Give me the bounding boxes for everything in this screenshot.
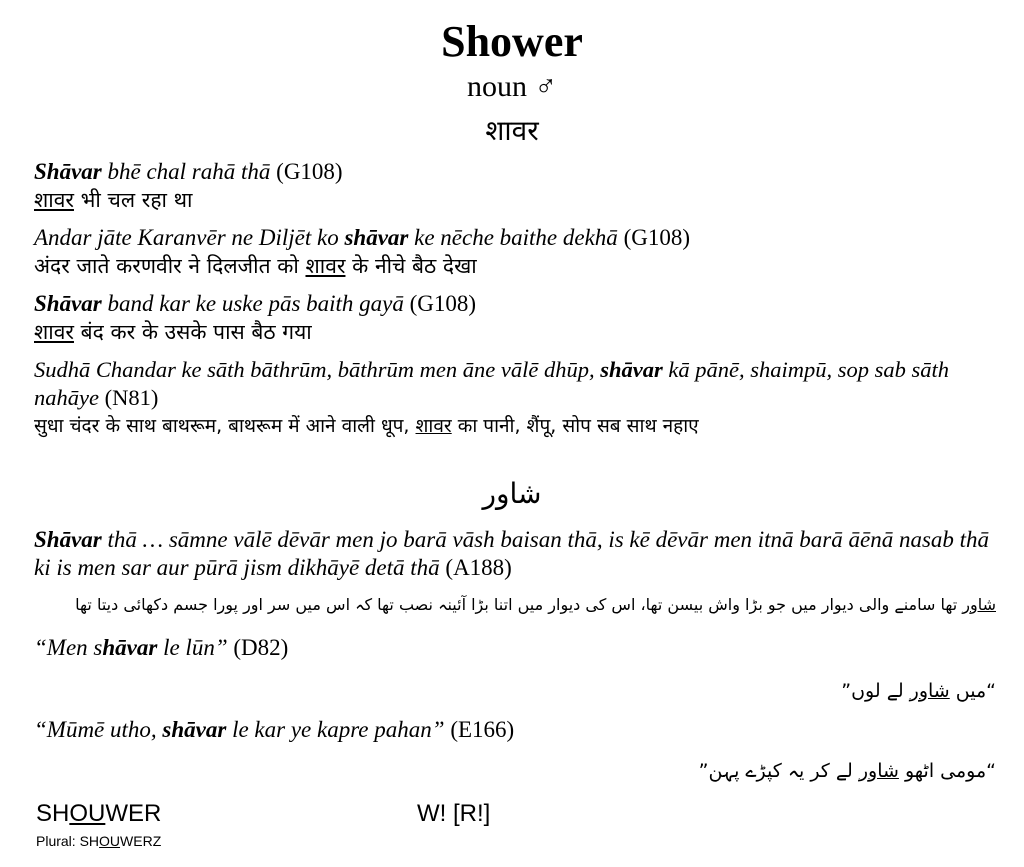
plural-form: Plural: SHOUWERZ: [36, 833, 162, 849]
transliteration: Andar jāte Karanvēr ne Diljēt ko shāvar ke nēche baithe dekhā (G108): [34, 225, 690, 250]
urdu-example-3: [34, 716, 998, 786]
urdu-example-2: [34, 634, 998, 706]
example-1: [34, 158, 998, 214]
transliteration: Sudhā Chandar ke sāth bāthrūm, bāthrūm men āne vālē dhūp, shāvar kā pānē, shaimpū, sop sab sāth nahāye (N81): [34, 357, 949, 410]
hindi-sentence: शावर बंद कर के उसके पास बैठ गया: [34, 320, 312, 344]
part-of-speech: [0, 68, 1024, 106]
pos-label: noun: [467, 70, 527, 103]
urdu-sentence: شاور تھا سامنے والی دیوار میں جو بڑا واش بیسن تھا، اس کی دیوار میں اتنا بڑا آئینہ نصب تھا کہ اس میں سر اور پورا جسم دکھائی دیتا تھا: [75, 595, 996, 614]
phonetic-notation: W! [R!]: [417, 800, 491, 827]
urdu-sentence: “مومی اٹھو شاور لے کر یہ کپڑے پہن”: [698, 760, 996, 782]
urdu-example-1: [34, 526, 998, 620]
example-4: [34, 356, 998, 440]
hindi-headword: शावर: [485, 114, 539, 147]
headword: Shower: [441, 17, 583, 66]
example-2: [34, 224, 998, 280]
pronunciation: SHOUWER: [36, 800, 162, 827]
gender-male-icon: ♂: [534, 70, 557, 103]
example-3: [34, 290, 998, 346]
transliteration: Shāvar bhē chal rahā thā (G108): [34, 159, 343, 184]
transliteration: “Men shāvar le lūn” (D82): [34, 635, 289, 660]
hindi-sentence: शावर भी चल रहा था: [34, 188, 193, 212]
transliteration: “Mūmē utho, shāvar le kar ye kapre pahan” (E166): [34, 717, 515, 742]
urdu-sentence: “میں شاور لے لوں”: [841, 680, 996, 702]
transliteration: Shāvar thā … sāmne vālē dēvār men jo barā vāsh baisan thā, is kē dēvār men itnā barā āēnā nasab thā ki is men sar aur pūrā jism dikhāyē detā thā (A188): [34, 527, 990, 580]
hindi-sentence: अंदर जाते करणवीर ने दिलजीत को शावर के नीचे बैठ देखा: [34, 254, 477, 278]
transliteration: Shāvar band kar ke uske pās baith gayā (G108): [34, 291, 477, 316]
hindi-sentence: सुधा चंदर के साथ बाथरूम, बाथरूम में आने वाली धूप, शावर का पानी, शैंपू, सोप सब साथ नहाए: [34, 415, 699, 437]
urdu-headword: شاور: [482, 477, 542, 510]
